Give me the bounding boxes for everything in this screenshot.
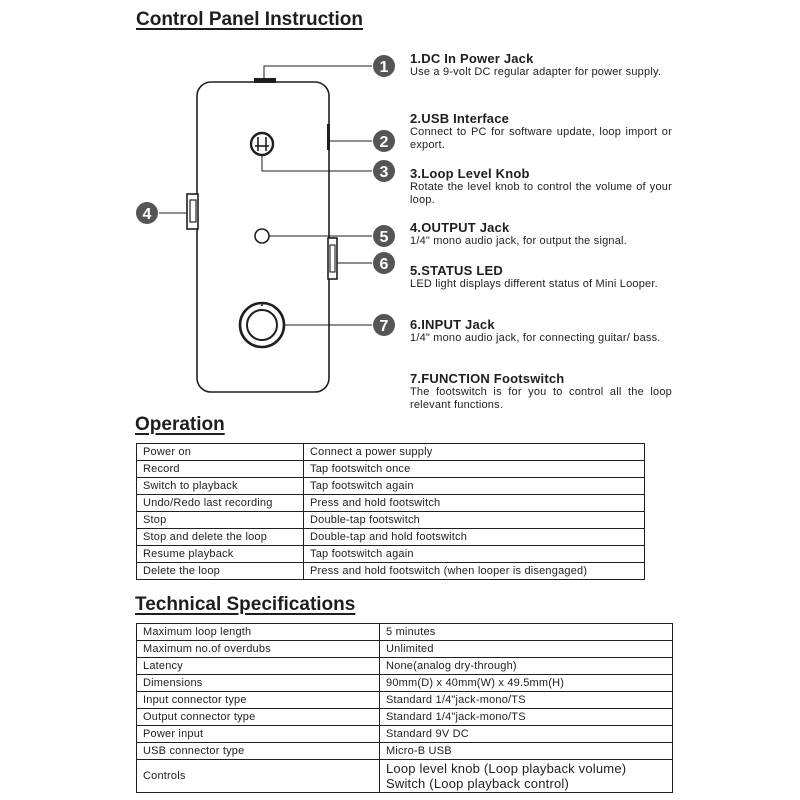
- table-row: [137, 743, 673, 760]
- component-description: Connect to PC for software update, loop import or export.: [410, 126, 672, 151]
- component-description: Rotate the level knob to control the volume of your loop.: [410, 181, 672, 206]
- output-jack: [187, 194, 198, 229]
- svg-text:1: 1: [379, 59, 389, 76]
- tech-specs-table: [136, 623, 673, 793]
- spec-label-cell: Maximum no.of overdubs: [137, 641, 380, 658]
- spec-value-cell: Micro-B USB: [380, 743, 673, 760]
- component-description: 1/4" mono audio jack, for output the signal.: [410, 235, 627, 247]
- operation-heading: Operation: [135, 414, 225, 435]
- control-panel-heading: Control Panel Instruction: [136, 9, 363, 30]
- component-item-status-led: [410, 263, 672, 291]
- component-item-output-jack: [410, 220, 672, 248]
- controls-line-1: Loop level knob (Loop playback volume): [386, 761, 627, 776]
- component-item-loop-knob: [410, 166, 672, 207]
- callout-badge-3: [373, 160, 395, 182]
- instruction-cell: Connect a power supply: [304, 444, 645, 461]
- callout-badge-7: [373, 314, 395, 336]
- status-led: [255, 229, 269, 243]
- action-cell: Delete the loop: [137, 563, 304, 580]
- action-cell: Stop and delete the loop: [137, 529, 304, 546]
- spec-value-cell: None(analog dry-through): [380, 658, 673, 675]
- table-row: [137, 529, 645, 546]
- callout-badge-4: [136, 202, 158, 224]
- spec-value-cell: Standard 1/4"jack-mono/TS: [380, 692, 673, 709]
- table-row: [137, 546, 645, 563]
- table-row: [137, 478, 645, 495]
- table-row: [137, 512, 645, 529]
- component-title: 1.DC In Power Jack: [410, 51, 534, 66]
- table-row: [137, 692, 673, 709]
- component-title: 4.OUTPUT Jack: [410, 220, 510, 235]
- component-title: 5.STATUS LED: [410, 263, 503, 278]
- callout-badge-2: [373, 130, 395, 152]
- usb-port: [327, 124, 330, 150]
- component-description: The footswitch is for you to control all the loop relevant functions.: [410, 386, 672, 411]
- component-item-dc-jack: [410, 51, 672, 79]
- component-item-footswitch: [410, 371, 672, 412]
- instruction-cell: Tap footswitch again: [304, 478, 645, 495]
- table-row: [137, 726, 673, 743]
- action-cell: Record: [137, 461, 304, 478]
- instruction-cell: Double-tap and hold footswitch: [304, 529, 645, 546]
- spec-value-cell: Standard 1/4"jack-mono/TS: [380, 709, 673, 726]
- function-footswitch: [240, 302, 284, 347]
- instruction-cell: Tap footswitch again: [304, 546, 645, 563]
- component-title: 2.USB Interface: [410, 111, 510, 126]
- table-row: [137, 760, 673, 793]
- spec-value-cell: [380, 760, 673, 793]
- action-cell: Stop: [137, 512, 304, 529]
- table-row: [137, 675, 673, 692]
- spec-label-cell: Output connector type: [137, 709, 380, 726]
- action-cell: Power on: [137, 444, 304, 461]
- svg-text:3: 3: [379, 164, 389, 181]
- spec-label-cell: Controls: [137, 760, 380, 793]
- callout-badge-6: [373, 252, 395, 274]
- instruction-cell: Double-tap footswitch: [304, 512, 645, 529]
- spec-value-cell: Standard 9V DC: [380, 726, 673, 743]
- action-cell: Switch to playback: [137, 478, 304, 495]
- tech-specs-heading: Technical Specifications: [135, 594, 356, 615]
- svg-text:6: 6: [379, 256, 389, 273]
- table-row: [137, 709, 673, 726]
- spec-label-cell: USB connector type: [137, 743, 380, 760]
- component-item-input-jack: [410, 317, 672, 345]
- component-title: 6.INPUT Jack: [410, 317, 495, 332]
- component-description: 1/4" mono audio jack, for connecting guitar/ bass.: [410, 332, 661, 344]
- spec-value-cell: 5 minutes: [380, 624, 673, 641]
- action-cell: Undo/Redo last recording: [137, 495, 304, 512]
- instruction-cell: Press and hold footswitch: [304, 495, 645, 512]
- instruction-cell: Press and hold footswitch (when looper is disengaged): [304, 563, 645, 580]
- svg-text:4: 4: [142, 206, 152, 223]
- spec-label-cell: Input connector type: [137, 692, 380, 709]
- spec-value-cell: Unlimited: [380, 641, 673, 658]
- table-row: [137, 444, 645, 461]
- spec-label-cell: Dimensions: [137, 675, 380, 692]
- dc-jack: [254, 78, 276, 83]
- component-description: Use a 9-volt DC regular adapter for power supply.: [410, 66, 662, 78]
- table-row: [137, 641, 673, 658]
- svg-text:5: 5: [379, 229, 389, 246]
- table-row: [137, 563, 645, 580]
- table-row: [137, 624, 673, 641]
- action-cell: Resume playback: [137, 546, 304, 563]
- spec-value-cell: 90mm(D) x 40mm(W) x 49.5mm(H): [380, 675, 673, 692]
- svg-text:7: 7: [379, 318, 389, 335]
- operation-table: [136, 443, 645, 580]
- component-title: 7.FUNCTION Footswitch: [410, 371, 565, 386]
- instruction-cell: Tap footswitch once: [304, 461, 645, 478]
- spec-label-cell: Maximum loop length: [137, 624, 380, 641]
- table-row: [137, 495, 645, 512]
- table-row: [137, 658, 673, 675]
- loop-level-knob: [251, 133, 273, 155]
- component-title: 3.Loop Level Knob: [410, 166, 530, 181]
- component-description: LED light displays different status of Mini Looper.: [410, 278, 658, 290]
- spec-label-cell: Latency: [137, 658, 380, 675]
- controls-line-2: Switch (Loop playback control): [386, 776, 570, 791]
- spec-label-cell: Power input: [137, 726, 380, 743]
- input-jack: [328, 238, 337, 279]
- table-row: [137, 461, 645, 478]
- callout-badge-5: [373, 225, 395, 247]
- pedal-diagram: [0, 40, 800, 420]
- svg-text:2: 2: [379, 134, 389, 151]
- callout-badge-1: [373, 55, 395, 77]
- component-item-usb: [410, 111, 672, 152]
